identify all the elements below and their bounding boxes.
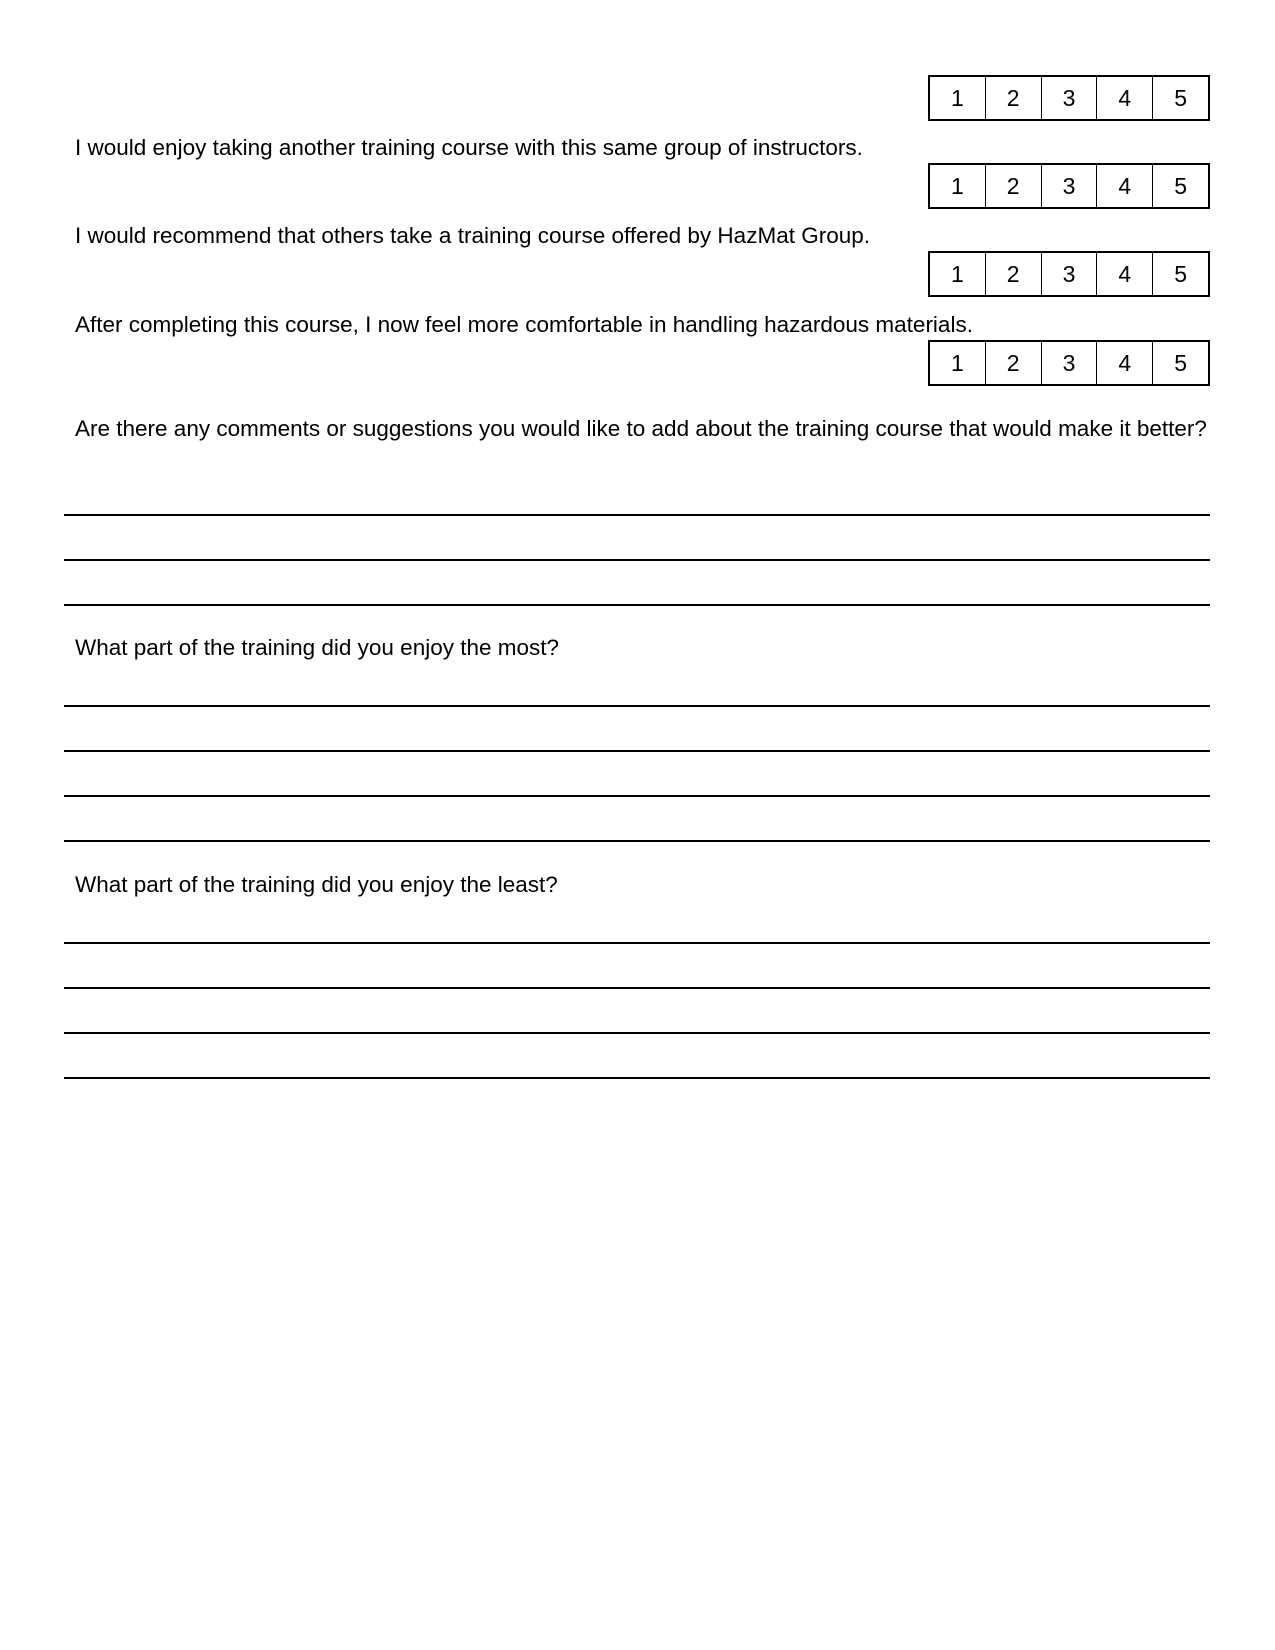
rating-option-3[interactable]: 3: [1042, 342, 1098, 384]
rating-option-5[interactable]: 5: [1174, 349, 1187, 376]
rating-option-3[interactable]: 3: [1042, 77, 1098, 119]
rating-option-3[interactable]: 3: [1042, 253, 1098, 295]
rating-option-1[interactable]: 1: [930, 77, 986, 119]
answer-line[interactable]: [64, 1077, 1210, 1079]
answer-line[interactable]: [64, 604, 1210, 606]
rating-option-4[interactable]: 4: [1097, 77, 1153, 119]
answer-line[interactable]: [64, 987, 1210, 989]
answer-line[interactable]: [64, 559, 1210, 561]
rating-option-1[interactable]: 1: [930, 165, 986, 207]
rating-option-2[interactable]: 2: [986, 342, 1042, 384]
statement-comfortable: After completing this course, I now feel more comfortable in handling hazardous materials.: [75, 312, 973, 337]
answer-line[interactable]: [64, 942, 1210, 944]
rating-option-5[interactable]: 5: [1174, 260, 1187, 287]
answer-line[interactable]: [64, 795, 1210, 797]
rating-option-3[interactable]: 3: [1042, 165, 1098, 207]
rating-option-2[interactable]: 2: [986, 253, 1042, 295]
rating-scale-row: [928, 75, 1210, 121]
question-comments: Are there any comments or suggestions you would like to add about the training course that would make it better?: [75, 416, 1207, 441]
answer-line[interactable]: [64, 750, 1210, 752]
rating-option-4[interactable]: 4: [1097, 165, 1153, 207]
answer-line[interactable]: [64, 514, 1210, 516]
rating-option-2[interactable]: 2: [986, 77, 1042, 119]
rating-option-5[interactable]: 5: [1174, 84, 1187, 111]
rating-option-2[interactable]: 2: [986, 165, 1042, 207]
rating-option-1[interactable]: 1: [930, 342, 986, 384]
statement-recommend: I would recommend that others take a training course offered by HazMat Group.: [75, 223, 870, 248]
rating-option-4[interactable]: 4: [1097, 253, 1153, 295]
rating-option-5[interactable]: 5: [1174, 172, 1187, 199]
rating-option-1[interactable]: 1: [930, 253, 986, 295]
statement-instructors: I would enjoy taking another training course with this same group of instructors.: [75, 135, 863, 160]
answer-line[interactable]: [64, 840, 1210, 842]
answer-line[interactable]: [64, 1032, 1210, 1034]
rating-scale-row: [928, 340, 1210, 386]
rating-option-4[interactable]: 4: [1097, 342, 1153, 384]
question-enjoy-most: What part of the training did you enjoy the most?: [75, 635, 560, 660]
answer-line[interactable]: [64, 705, 1210, 707]
rating-scale-row: [928, 163, 1210, 209]
rating-scale-row: [928, 251, 1210, 297]
question-enjoy-least: What part of the training did you enjoy the least?: [75, 872, 558, 897]
